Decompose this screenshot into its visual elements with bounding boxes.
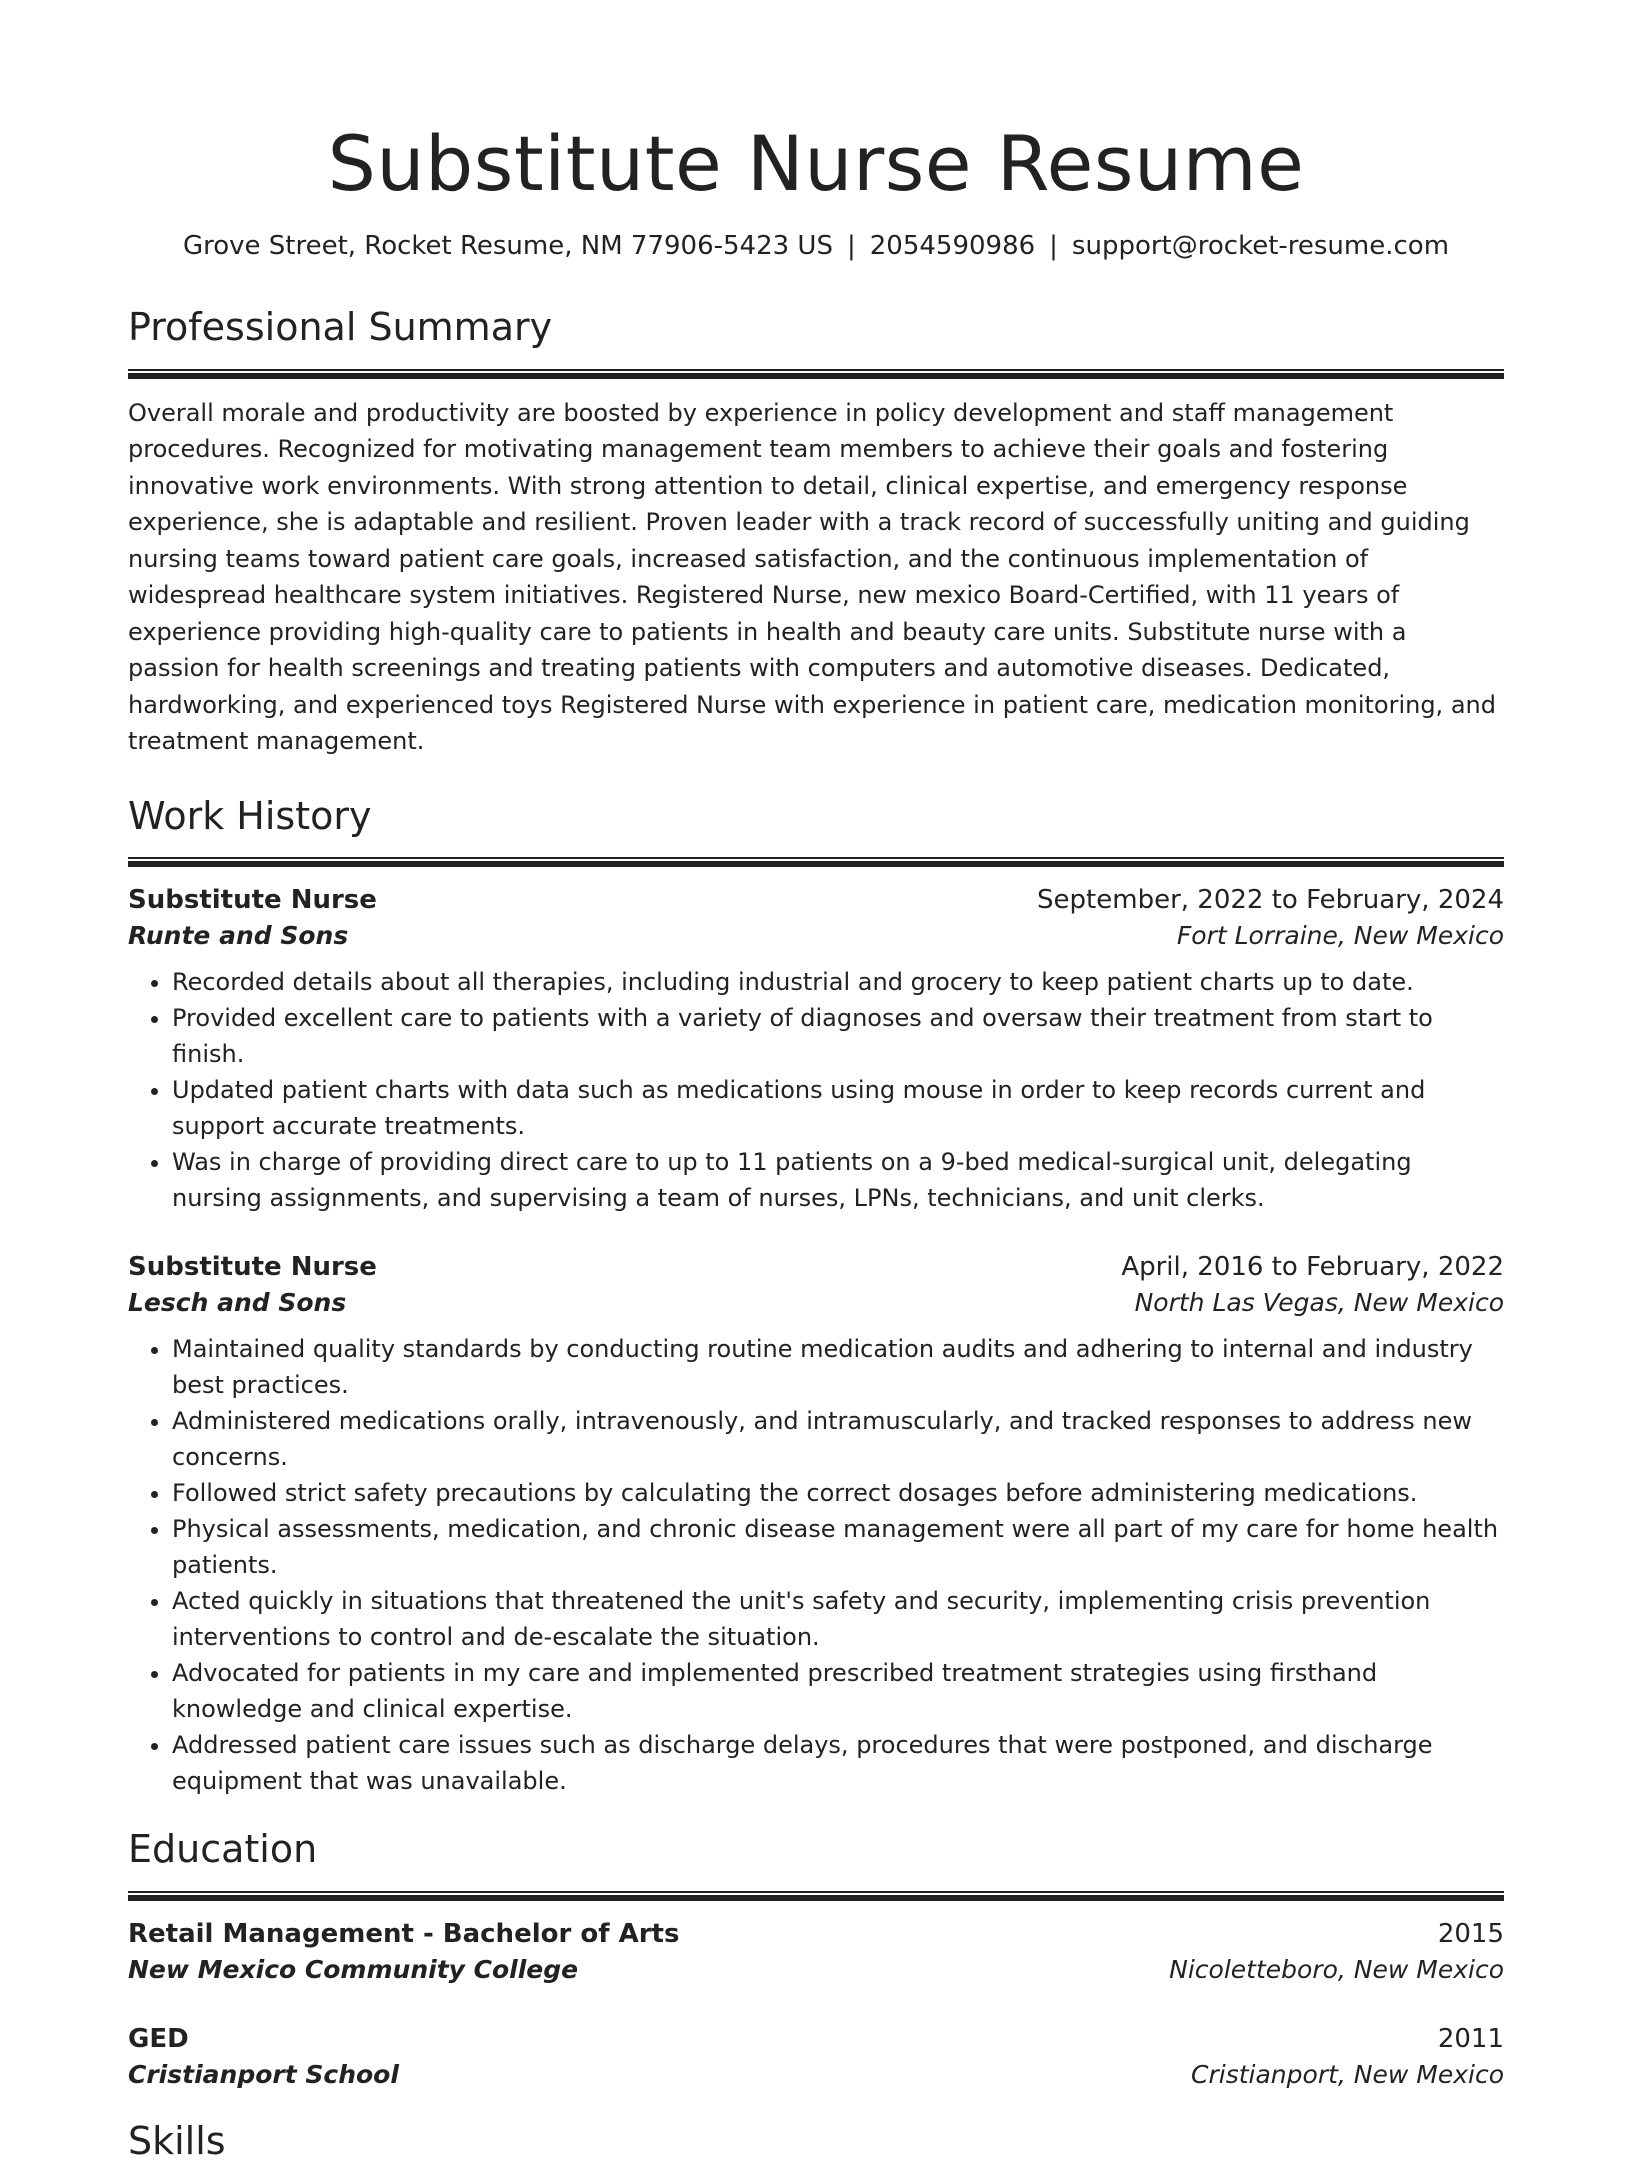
skills-section [128,2119,1504,2165]
job-location: Fort Lorraine, New Mexico [1176,921,1504,951]
education-section [128,1827,1504,2089]
education-entry [128,1919,1504,1984]
education-location: Cristianport, New Mexico [1191,2059,1504,2089]
list-item: • Maintained quality standards by conducting routine medication audits and adhering to internal and industry best practices. [172,1331,1504,1403]
contact-line [128,231,1504,261]
contact-email: support@rocket-resume.com [1071,231,1450,262]
list-item: • Physical assessments, medication, and chronic disease management were all part of my care for home health patients. [172,1511,1504,1583]
education-header-row [128,1919,1504,1949]
job-header-row [128,1252,1504,1282]
contact-separator: | [1049,231,1058,262]
list-item: • Updated patient charts with data such as medications using mouse in order to keep records current and support accurate treatments. [172,1072,1504,1144]
education-location: Nicoletteboro, New Mexico [1169,1954,1504,1984]
job-company: Runte and Sons [128,921,349,951]
job-bullets [128,964,1504,1216]
summary-text: Overall morale and productivity are boosted by experience in policy development and staff management procedures. Recognized for motivating management team members to achieve their goals and fostering innovative work environments. With strong attention to detail, clinical expertise, and emergency response experience, she is adaptable and resilient. Proven leader with a track record of successfully uniting and guiding nursing teams toward patient care goals, increased satisfaction, and the continuous implementation of widespread healthcare system initiatives. Registered Nurse, new mexico Board-Certified, with 11 years of experience providing high-quality care to patients in health and beauty care units. Substitute nurse with a passion for health screenings and treating patients with computers and automotive diseases. Dedicated, hardworking, and experienced toys Registered Nurse with experience in patient care, medication monitoring, and treatment management. [128,398,1496,756]
job-dates: September, 2022 to February, 2024 [1037,885,1504,916]
summary-section [128,305,1504,760]
job-dates: April, 2016 to February, 2022 [1121,1252,1504,1283]
education-school-row [128,2060,1504,2089]
education-header-row [128,2024,1504,2054]
list-item: • Administered medications orally, intravenously, and intramuscularly, and tracked responses to address new concerns. [172,1403,1504,1475]
job-bullets [128,1331,1504,1799]
list-item: • Acted quickly in situations that threatened the unit's safety and security, implementing crisis prevention interventions to control and de-escalate the situation. [172,1583,1504,1655]
job-location: North Las Vegas, New Mexico [1134,1288,1504,1318]
contact-phone: 2054590986 [869,231,1036,262]
page-title: Substitute Nurse Resume [327,119,1305,208]
section-divider [128,857,1504,867]
job-title: Substitute Nurse [128,885,377,916]
education-year: 2015 [1437,1918,1504,1949]
education-entry [128,2024,1504,2089]
section-heading: Work History [128,793,372,838]
education-degree: Retail Management - Bachelor of Arts [128,1918,680,1949]
job-entry [128,1252,1504,1799]
job-company-row [128,1288,1504,1317]
contact-address: Grove Street, Rocket Resume, NM 77906-5423 US [182,231,833,262]
section-heading: Professional Summary [128,305,553,350]
list-item: • Recorded details about all therapies, including industrial and grocery to keep patient charts up to date. [172,964,1504,1000]
work-history-section [128,794,1504,1800]
job-company-row [128,921,1504,950]
job-company: Lesch and Sons [128,1288,347,1318]
job-entry [128,885,1504,1216]
education-degree: GED [128,2023,189,2054]
education-school: New Mexico Community College [128,1954,579,1984]
list-item: • Addressed patient care issues such as discharge delays, procedures that were postponed, and discharge equipment that was unavailable. [172,1727,1504,1799]
contact-separator: | [846,231,856,262]
list-item: • Provided excellent care to patients with a variety of diagnoses and oversaw their treatment from start to finish. [172,1000,1504,1072]
section-divider [128,1891,1504,1901]
job-header-row [128,885,1504,915]
job-title: Substitute Nurse [128,1252,377,1283]
education-school: Cristianport School [128,2059,399,2089]
section-heading: Education [128,1827,318,1872]
education-school-row [128,1955,1504,1984]
section-heading: Skills [128,2118,226,2163]
list-item: • Was in charge of providing direct care to up to 11 patients on a 9-bed medical-surgical unit, delegating nursing assignments, and supervising a team of nurses, LPNs, technicians, and unit clerks. [172,1144,1504,1216]
education-year: 2011 [1437,2023,1504,2054]
list-item: • Followed strict safety precautions by calculating the correct dosages before administering medications. [172,1475,1504,1511]
section-divider [128,369,1504,379]
list-item: • Advocated for patients in my care and implemented prescribed treatment strategies using firsthand knowledge and clinical expertise. [172,1655,1504,1727]
